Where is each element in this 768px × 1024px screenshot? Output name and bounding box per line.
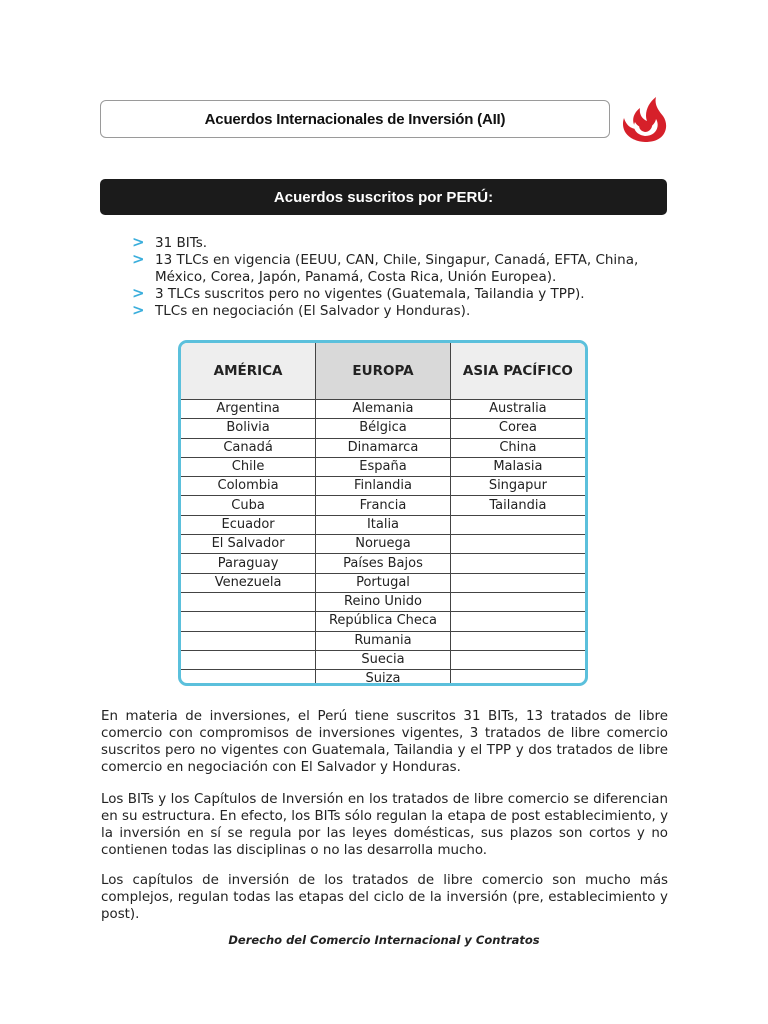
table-row [181, 438, 585, 457]
chevron-right-icon: > [132, 284, 145, 302]
chevron-right-icon: > [132, 301, 145, 319]
table-cell: Singapur [450, 477, 585, 496]
table-cell: Tailandia [450, 496, 585, 515]
table-cell [181, 670, 316, 686]
table-row [181, 515, 585, 534]
countries-table [178, 340, 588, 686]
column-header-europa: EUROPA [316, 343, 451, 400]
table-cell [181, 650, 316, 669]
section-title: Acuerdos suscritos por PERÚ: [273, 188, 494, 206]
flame-logo-icon [618, 92, 672, 144]
table-cell [450, 612, 585, 631]
table-cell: Países Bajos [316, 554, 451, 573]
table-cell: Alemania [316, 400, 451, 419]
table-cell: Bélgica [316, 419, 451, 438]
list-item: > 3 TLCs suscritos pero no vigentes (Guatemala, Tailandia y TPP). [132, 284, 585, 302]
table-cell: Paraguay [181, 554, 316, 573]
table-row [181, 400, 585, 419]
table-cell: Portugal [316, 573, 451, 592]
table-cell [181, 592, 316, 611]
table-cell: Bolivia [181, 419, 316, 438]
document-title-box [100, 100, 610, 138]
paragraph-3: Los capítulos de inversión de los tratados de libre comercio son mucho más complejos, regulan todas las etapas del ciclo de la inversión (pre, establecimiento y post). [101, 873, 668, 922]
table-cell: Dinamarca [316, 438, 451, 457]
page-footer: Derecho del Comercio Internacional y Contratos [228, 933, 540, 947]
table-cell [450, 535, 585, 554]
table-row [181, 592, 585, 611]
table-cell [450, 631, 585, 650]
table-row [181, 612, 585, 631]
table-cell [450, 573, 585, 592]
table-body [181, 400, 585, 687]
table-cell: Italia [316, 515, 451, 534]
table-cell: Reino Unido [316, 592, 451, 611]
table-cell: Cuba [181, 496, 316, 515]
paragraph-2: Los BITs y los Capítulos de Inversión en los tratados de libre comercio se diferencian en su estructura. En efecto, los BITs sólo regulan la etapa de post establecimiento, y la inversión en sí se regula por las leyes domésticas, sus plazos son cortos y no contienen todas las disciplinas o no las desarrolla mucho. [101, 792, 668, 858]
table-row [181, 535, 585, 554]
table-cell: República Checa [316, 612, 451, 631]
table-cell: España [316, 457, 451, 476]
table-cell [181, 631, 316, 650]
table-cell [450, 515, 585, 534]
table-cell [450, 554, 585, 573]
paragraph-1: En materia de inversiones, el Perú tiene suscritos 31 BITs, 13 tratados de libre comercio con compromisos de inversiones vigentes, 3 tratados de libre comercio suscritos pero no vigentes con Guatemala, Tailandia y el TPP y dos tratados de libre comercio en negociación con El Salvador y Honduras. [101, 709, 668, 775]
table-cell: Venezuela [181, 573, 316, 592]
table-cell: El Salvador [181, 535, 316, 554]
table-cell: Argentina [181, 400, 316, 419]
table-row [181, 477, 585, 496]
chevron-right-icon: > [132, 250, 145, 268]
table-cell: Finlandia [316, 477, 451, 496]
table-cell: China [450, 438, 585, 457]
list-item: > 13 TLCs en vigencia (EEUU, CAN, Chile, Singapur, Canadá, EFTA, China, México, Corea, Japón, Panamá, Costa Rica, Unión Europea). [132, 250, 639, 285]
agreements-list [132, 235, 652, 320]
table-cell: Canadá [181, 438, 316, 457]
table-row [181, 554, 585, 573]
table-row [181, 670, 585, 686]
table-row [181, 573, 585, 592]
list-item: > TLCs en negociación (El Salvador y Honduras). [132, 301, 471, 319]
column-header-america: AMÉRICA [181, 343, 316, 400]
table-cell: Chile [181, 457, 316, 476]
chevron-right-icon: > [132, 233, 145, 251]
table-cell: Corea [450, 419, 585, 438]
document-title: Acuerdos Internacionales de Inversión (AII) [204, 110, 506, 128]
table-cell [450, 592, 585, 611]
column-header-asia-pacifico: ASIA PACÍFICO [450, 343, 585, 400]
table-row [181, 631, 585, 650]
table-header-row [181, 343, 585, 400]
table-cell [181, 612, 316, 631]
table-cell: Colombia [181, 477, 316, 496]
table-row [181, 496, 585, 515]
table-cell: Francia [316, 496, 451, 515]
table-row [181, 650, 585, 669]
table-cell: Rumania [316, 631, 451, 650]
list-item: > 31 BITs. [132, 233, 208, 251]
table-cell: Ecuador [181, 515, 316, 534]
table-cell [450, 670, 585, 686]
table-cell: Noruega [316, 535, 451, 554]
table-cell [450, 650, 585, 669]
table-cell: Suiza [316, 670, 451, 686]
table-cell: Australia [450, 400, 585, 419]
table-row [181, 457, 585, 476]
table-cell: Malasia [450, 457, 585, 476]
table-row [181, 419, 585, 438]
table-cell: Suecia [316, 650, 451, 669]
section-header-bar [100, 179, 667, 215]
